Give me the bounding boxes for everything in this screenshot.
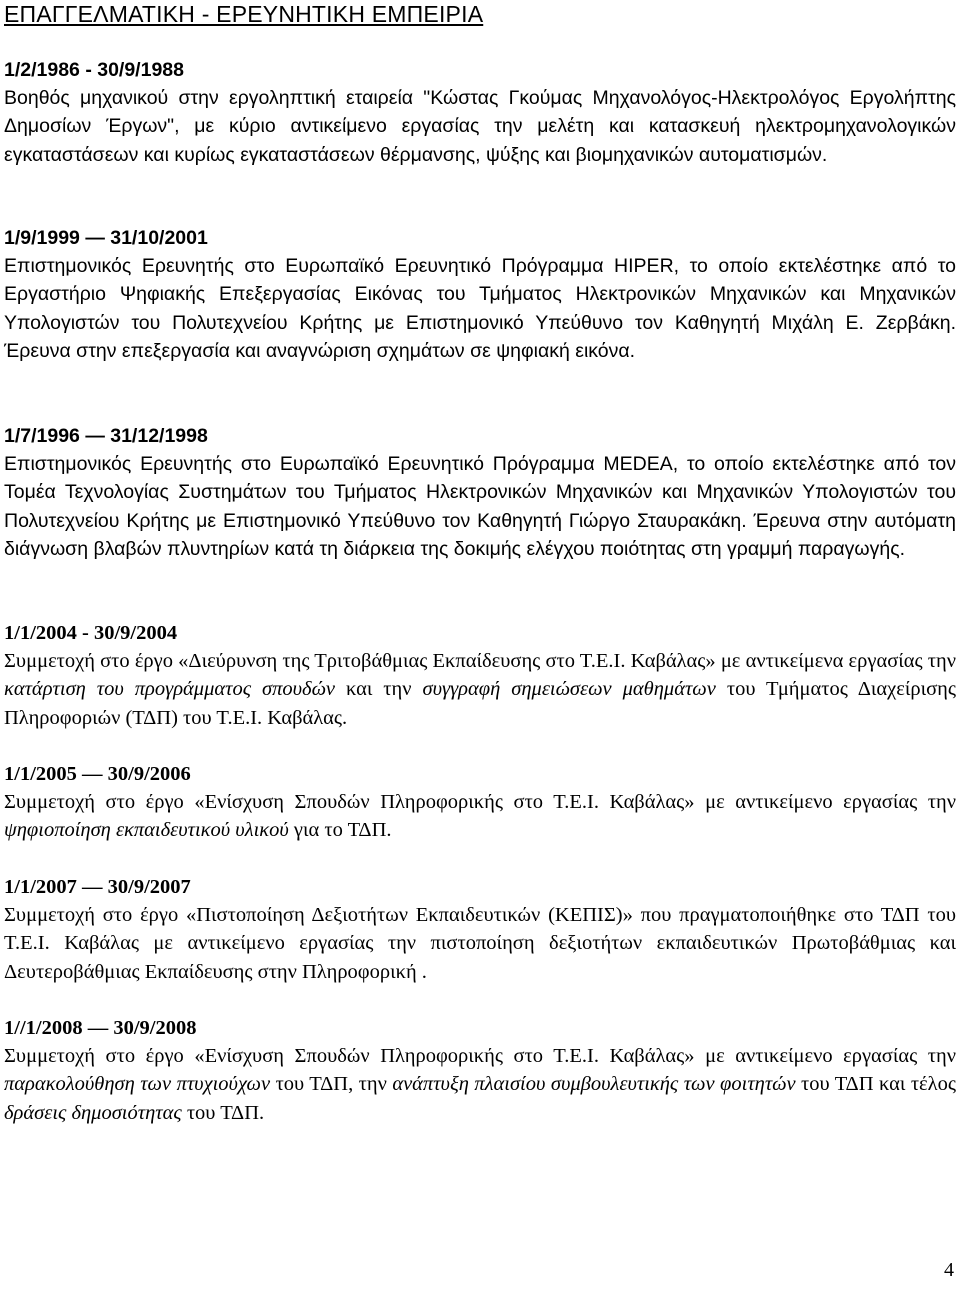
text-segment: του ΤΔΠ και τέλος [795,1073,956,1096]
italic-text-segment: συγγραφή σημειώσεων μαθημάτων [422,678,716,701]
entry-date: 1/1/2005 — 30/9/2006 [4,763,191,785]
text-segment: του ΤΔΠ, την [270,1073,393,1096]
experience-entry [4,224,956,365]
text-segment: και την [334,678,423,701]
italic-text-segment: κατάρτιση του προγράμματος σπουδών [4,678,335,701]
entry-description: Συμμετοχή στο έργο «Πιστοποίηση Δεξιοτήτων Εκπαιδευτικών (ΚΕΠΙΣ)» που πραγματοποιήθηκε στο ΤΔΠ του Τ.Ε.Ι. Καβάλας με αντικείμενο εργασίας την πιστοποίηση δεξιοτήτων εκπαιδευτικών Πρωτοβάθμιας και Δευτεροβάθμιας Εκπαίδευσης στην Πληροφορική . [4,904,956,983]
text-segment: Συμμετοχή στο έργο «Ενίσχυση Σπουδών Πληροφορικής στο Τ.Ε.Ι. Καβάλας» με αντικείμενο εργασίας την [4,1045,956,1067]
entry-description: Επιστημονικός Ερευνητής στο Ευρωπαϊκό Ερευνητικό Πρόγραμμα HIPER, το οποίο εκτελέστηκε από το Εργαστήριο Ψηφιακής Επεξεργασίας Εικόνας του Τμήματος Ηλεκτρονικών Μηχανικών και Μηχανικών Υπολογιστών του Πολυτεχνείου Κρήτης με Επιστημονικό Υπεύθυνο τον Καθηγητή Μιχάλη Ε. Ζερβάκη. Έρευνα στην επεξεργασία και αναγνώριση σχημάτων σε ψηφιακή εικόνα. [4,255,956,362]
text-segment: Συμμετοχή στο έργο «Ενίσχυση Σπουδών Πληροφορικής στο Τ.Ε.Ι. Καβάλας» με αντικείμενο εργασίας την [4,791,956,813]
italic-text-segment: παρακολούθηση των πτυχιούχων [4,1073,271,1096]
italic-text-segment: δράσεις δημοσιότητας [4,1101,182,1124]
italic-text-segment: ανάπτυξη πλαισίου συμβουλευτικής των φοιτητών [392,1073,796,1096]
experience-entry [4,1014,956,1127]
text-segment: του Τμήματος Διαχείρισης Πληροφοριών (ΤΔΠ) του Τ.Ε.Ι. Καβάλας. [4,678,956,729]
entry-description [4,788,956,845]
section-title: ΕΠΑΓΓΕΛΜΑΤΙΚΗ - ΕΡΕΥΝΗΤΙΚΗ ΕΜΠΕΙΡΙΑ [4,1,484,27]
page-number: 4 [944,1259,954,1281]
entry-date: 1/9/1999 — 31/10/2001 [4,227,208,249]
text-segment: του ΤΔΠ. [181,1101,265,1124]
experience-entry [4,619,956,732]
document-page [4,0,956,1124]
entry-description [4,647,956,732]
entry-description [4,1042,956,1127]
entry-date: 1//1/2008 — 30/9/2008 [4,1017,197,1039]
entry-date: 1/2/1986 - 30/9/1988 [4,59,184,81]
experience-entry [4,422,956,563]
entry-date: 1/1/2007 — 30/9/2007 [4,876,191,898]
text-segment: για το ΤΔΠ. [288,819,392,842]
experience-entry [4,873,956,986]
text-segment: Συμμετοχή στο έργο «Διεύρυνση της Τριτοβάθμιας Εκπαίδευσης στο Τ.Ε.Ι. Καβάλας» με αντικείμενα εργασίας την [4,650,956,672]
italic-text-segment: ψηφιοποίηση εκπαιδευτικού υλικού [4,819,289,842]
entry-description: Βοηθός μηχανικού στην εργοληπτική εταιρεία "Κώστας Γκούμας Μηχανολόγος-Ηλεκτρολόγος Εργολήπτης Δημοσίων Έργων", με κύριο αντικείμενο εργασίας την μελέτη και κατασκευή ηλεκτρομηχανολογικών εγκαταστάσεων και κυρίως εγκαταστάσεων θέρμανσης, ψύξης και βιομηχανικών αυτοματισμών. [4,87,956,166]
entry-date: 1/7/1996 — 31/12/1998 [4,425,208,447]
experience-entry [4,56,956,169]
entry-description: Επιστημονικός Ερευνητής στο Ευρωπαϊκό Ερευνητικό Πρόγραμμα MEDEA, το οποίο εκτελέστηκε από τον Τομέα Τεχνολογίας Συστημάτων του Τμήματος Ηλεκτρονικών Μηχανικών και Μηχανικών Υπολογιστών του Πολυτεχνείου Κρήτης με Επιστημονικό Υπεύθυνο τον Καθηγητή Γιώργο Σταυρακάκη. Έρευνα στην αυτόματη διάγνωση βλαβών πλυντηρίων κατά τη διάρκεια της δοκιμής ελέγχου ποιότητας στη γραμμή παραγωγής. [4,453,956,560]
entry-date: 1/1/2004 - 30/9/2004 [4,622,178,644]
experience-entry [4,760,956,845]
